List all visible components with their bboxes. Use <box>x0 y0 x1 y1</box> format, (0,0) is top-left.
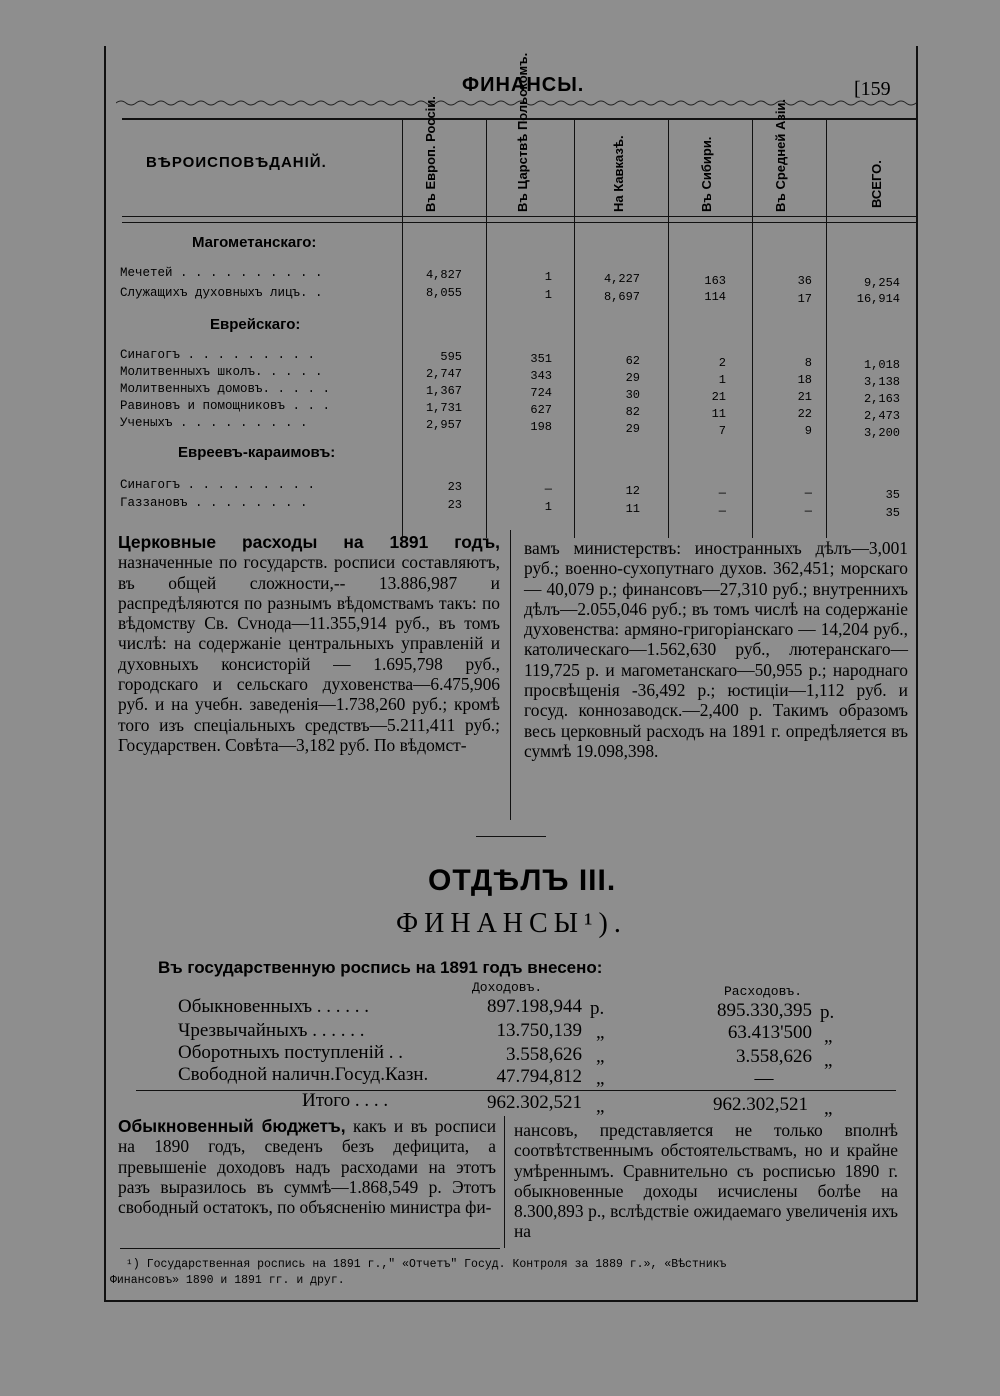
currency-mark: „ <box>596 1096 605 1117</box>
ordinary-budget-left-column <box>118 1116 496 1217</box>
cell: 30 <box>625 388 640 402</box>
church-expenses-text: назначенные по государств. росписи составляютъ, въ общей сложности,-- 13.886,987 и распредѣляются по разнымъ вѣдомствамъ такъ: по вѣдомству Св. Сvнода—11.355,914 руб., въ томъ числѣ: на содержанiе центральныхъ управленiй и духовныхъ консисторiй — 1.695,798 руб., городскаго и сельскаго духовенства—6.475,906 руб. и на учебн. заведенiя—1.738,260 руб.; кромѣ того изъ спецiальныхъ средствъ—5.211,411 руб.; Государствен. Совѣта—3,182 руб. По вѣдомст- <box>118 552 500 755</box>
budget-income: 47.794,812 <box>496 1066 582 1087</box>
row-label: Молитвенныхъ школъ. . . . . <box>120 365 323 379</box>
church-expenses-heading: Церковные расходы на 1891 годъ, <box>118 532 500 552</box>
cell: 29 <box>625 371 640 385</box>
budget-income: 13.750,139 <box>496 1020 582 1041</box>
church-expenses-right-column: вамъ министерствъ: иностранныхъ дѣлъ—3,001 руб.; военно-сухопутнаго духов. 362,451; морскаго — 40,079 р.; финансовъ—27,310 руб.; внутреннихъ дѣлъ—2.055,046 руб.; въ томъ числѣ на содержанiе духовенства: армяно-григорiанскаго — 14,204 руб., католическаго—1.562,630 руб., лютеранскаго—119,725 р. и магометанскаго—50,955 р.; народнаго просвѣщенiя -36,492 р.; юстицiи—1,112 руб. и госуд. коннозаводск.—2,400 р. Такимъ образомъ весь церковный расходъ на 1891 г. опредѣляется въ суммѣ 19.098,398. <box>524 538 908 761</box>
currency-mark: „ <box>824 1026 833 1047</box>
currency-mark: „ <box>596 1022 605 1043</box>
row-label: Служащихъ духовныхъ лицъ. . <box>120 286 323 300</box>
cell: 11 <box>711 407 726 421</box>
budget-income: 897.198,944 <box>487 996 582 1017</box>
footnote-rule <box>120 1248 500 1249</box>
budget-row-label: Обыкновенныхъ . . . . . . <box>178 996 370 1017</box>
section-divider <box>476 836 546 837</box>
cell: 1,731 <box>425 401 462 415</box>
currency-mark: „ <box>596 1068 605 1089</box>
budget-total-expense: 962.302,521 <box>713 1094 808 1115</box>
budget-expense: 63.413'500 <box>727 1022 812 1043</box>
cell: 9,254 <box>863 276 900 290</box>
running-title: ФИНАНСЫ. <box>462 74 585 96</box>
col-header-poland: Въ Царствѣ Польскомъ. <box>515 52 530 212</box>
ordinary-budget-right-column: нансовъ, представляется не только вполнѣ соотвѣтственнымъ обстоятельствамъ, но и крайне умѣреннымъ. Сравнительно съ росписью 1890 г. обыкновенные доходы исчислены болѣе на 8.300,893 р., вслѣдствiе ожидаемаго увеличенiя ихъ на <box>514 1120 898 1242</box>
budget-income: 3.558,626 <box>506 1044 582 1065</box>
cell: 36 <box>797 274 812 288</box>
cell: — <box>804 486 812 500</box>
cell: 8 <box>804 356 812 370</box>
budget-intro: Въ государственную роспись на 1891 годъ внесено: <box>158 958 603 977</box>
cell: 7 <box>718 424 726 438</box>
currency-mark: „ <box>596 1046 605 1067</box>
currency-mark: „ <box>824 1050 833 1071</box>
cell: 8,697 <box>603 290 640 304</box>
cell: 17 <box>797 292 812 306</box>
cell: 595 <box>440 350 462 364</box>
budget-row-label: Оборотныхъ поступленiй . . <box>178 1042 404 1063</box>
section-title: ОТДѢЛЪ III. <box>428 864 617 897</box>
cell: 627 <box>530 403 552 417</box>
ordinary-budget-heading: Обыкновенный бюджетъ, <box>118 1116 346 1136</box>
table-left-header: ВѢРОИСПОВѢДАНIЙ. <box>146 154 327 171</box>
table-col-divider <box>752 118 753 538</box>
cell: 82 <box>625 405 640 419</box>
budget-expense: — <box>754 1068 774 1089</box>
cell: 1 <box>544 270 552 284</box>
cell: 2,747 <box>425 367 462 381</box>
cell: 23 <box>447 498 462 512</box>
document-page <box>104 46 918 1302</box>
currency-mark: р. <box>820 1002 835 1023</box>
cell: 114 <box>704 290 726 304</box>
cell: 2,163 <box>863 392 900 406</box>
col-header-europe: Въ Европ. Россiи. <box>423 96 438 212</box>
row-label: Ученыхъ . . . . . . . . . <box>120 416 308 430</box>
row-label: Молитвенныхъ домовъ. . . . . <box>120 382 331 396</box>
cell: — <box>804 504 812 518</box>
row-label: Синагогъ . . . . . . . . . <box>120 348 316 362</box>
col-header-central-asia: Въ Средней Азiи. <box>773 98 788 212</box>
cell: 2,473 <box>863 409 900 423</box>
cell: 1 <box>718 373 726 387</box>
cell: 163 <box>704 274 726 288</box>
group-title: Евреевъ-караимовъ: <box>178 444 336 461</box>
currency-mark: р. <box>590 998 605 1019</box>
table-header-rule <box>122 216 916 217</box>
cell: 4,827 <box>425 268 462 282</box>
cell: 62 <box>625 354 640 368</box>
cell: 11 <box>625 502 640 516</box>
table-header-rule-2 <box>122 222 916 223</box>
cell: 1,018 <box>863 358 900 372</box>
section-subtitle: ФИНАНСЫ¹). <box>396 908 627 939</box>
col-header-siberia: Въ Сибири. <box>699 136 714 212</box>
ordinary-budget-text: какъ и въ росписи на 1890 годъ, сведенъ безъ дефицита, а превышенiе доходовъ надъ расходами на этотъ разъ выразилось въ суммѣ—1.868,549 р. Этотъ свободный остатокъ, по объясненiю министра фи- <box>118 1116 496 1218</box>
cell: 724 <box>530 386 552 400</box>
cell: 35 <box>885 488 900 502</box>
budget-total-rule <box>136 1090 896 1091</box>
table-col-divider <box>668 118 669 538</box>
cell: 21 <box>797 390 812 404</box>
cell: 4,227 <box>603 272 640 286</box>
col-header-total: ВСЕГО. <box>869 160 884 208</box>
cell: 21 <box>711 390 726 404</box>
cell: 16,914 <box>856 292 900 306</box>
footnote-line: ¹) Государственная роспись на 1891 г.," «Отчетъ" Госуд. Контроля за 1889 г.», «Вѣстникъ <box>126 1258 727 1271</box>
budget-expense: 895.330,395 <box>717 1000 812 1021</box>
budget-expense-header: Расходовъ. <box>724 984 803 999</box>
cell: — <box>544 482 552 496</box>
currency-mark: „ <box>824 1098 833 1119</box>
budget-total-income: 962.302,521 <box>487 1092 582 1113</box>
cell: — <box>718 504 726 518</box>
table-col-divider <box>574 118 575 538</box>
column-divider <box>504 1116 505 1248</box>
cell: 12 <box>625 484 640 498</box>
column-divider <box>510 530 511 820</box>
table-col-divider <box>486 118 487 538</box>
cell: 3,200 <box>863 426 900 440</box>
cell: 22 <box>797 407 812 421</box>
cell: 1 <box>544 500 552 514</box>
cell: 2,957 <box>425 418 462 432</box>
cell: 29 <box>625 422 640 436</box>
table-col-divider <box>402 118 403 538</box>
cell: 1,367 <box>425 384 462 398</box>
cell: 2 <box>718 356 726 370</box>
budget-row-label: Чрезвычайныхъ . . . . . . <box>178 1020 365 1041</box>
cell: 18 <box>797 373 812 387</box>
budget-expense: 3.558,626 <box>736 1046 812 1067</box>
group-title: Еврейскаго: <box>210 316 301 333</box>
cell: 198 <box>530 420 552 434</box>
cell: 9 <box>804 424 812 438</box>
cell: — <box>718 486 726 500</box>
cell: 1 <box>544 288 552 302</box>
church-expenses-left-column <box>118 532 500 755</box>
cell: 8,055 <box>425 286 462 300</box>
cell: 35 <box>885 506 900 520</box>
cell: 343 <box>530 369 552 383</box>
budget-row-label: Свободной наличн.Госуд.Казн. <box>178 1064 429 1085</box>
cell: 3,138 <box>863 375 900 389</box>
page-number: [159 <box>854 78 891 100</box>
budget-income-header: Доходовъ. <box>472 980 543 995</box>
footnote-line: Финансовъ» 1890 и 1891 гг. и друг. <box>110 1274 345 1287</box>
col-header-caucasus: На Кавказѣ. <box>611 135 626 212</box>
cell: 23 <box>447 480 462 494</box>
group-title: Магометанскаго: <box>192 234 317 251</box>
row-label: Газзановъ . . . . . . . . <box>120 496 308 510</box>
row-label: Синагогъ . . . . . . . . . <box>120 478 316 492</box>
budget-total-label: Итого . . . . <box>302 1090 389 1111</box>
table-col-divider <box>826 118 827 538</box>
row-label: Равиновъ и помощниковъ . . . <box>120 399 331 413</box>
cell: 351 <box>530 352 552 366</box>
row-label: Мечетей . . . . . . . . . . <box>120 266 323 280</box>
